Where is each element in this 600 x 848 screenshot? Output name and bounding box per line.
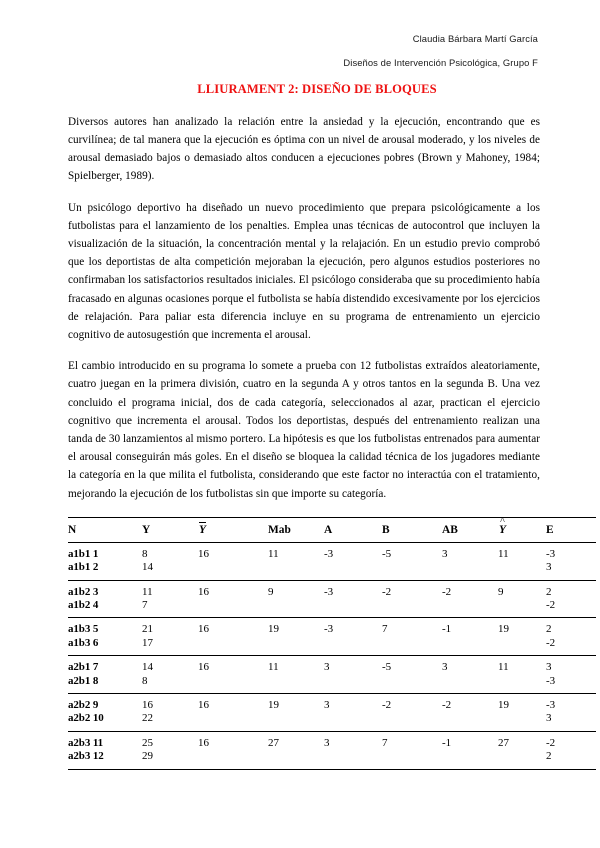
table-cell-ab	[442, 656, 498, 694]
table-cell-ab	[442, 618, 498, 656]
cell-line: 14	[142, 661, 153, 674]
table-cell-y	[142, 731, 198, 769]
cell-line: 19	[498, 699, 509, 712]
cell-line: -3	[324, 547, 334, 560]
cell-line: 11	[268, 661, 279, 674]
table-cell-mab	[268, 694, 324, 732]
cell-line: a1b2 3	[68, 585, 99, 598]
cell-line: 27	[498, 736, 509, 749]
cell-line: -2	[382, 699, 392, 712]
table-column-header-ybar	[198, 517, 268, 542]
course-name: Diseños de Intervención Psicológica, Grupo F	[343, 56, 538, 68]
accent-base-letter: Y	[199, 523, 206, 536]
cell-line: -3	[324, 623, 334, 636]
circumflex-mark: ^	[500, 515, 505, 527]
table-cell-e	[546, 731, 596, 769]
table-cell-mab	[268, 542, 324, 580]
table-cell-e	[546, 580, 596, 618]
table-cell-a	[324, 694, 382, 732]
cell-line: a1b3 5	[68, 623, 99, 636]
table-cell-e	[546, 656, 596, 694]
cell-line: a2b3 11	[68, 736, 104, 749]
results-table	[68, 517, 596, 770]
cell-line: 17	[142, 636, 153, 649]
cell-line: 3	[442, 547, 448, 560]
cell-line: 8	[142, 547, 148, 560]
table-cell-ybar	[198, 542, 268, 580]
table-cell-yhat	[498, 542, 546, 580]
cell-line: -2	[546, 599, 556, 612]
table-header-row	[68, 517, 596, 542]
table-cell-mab	[268, 580, 324, 618]
table-cell-ybar	[198, 731, 268, 769]
table-row	[68, 542, 596, 580]
table-cell-y	[142, 694, 198, 732]
cell-line: 7	[142, 599, 148, 612]
cell-line: 2	[546, 585, 552, 598]
table-cell-a	[324, 542, 382, 580]
table-cell-b	[382, 618, 442, 656]
cell-line: 21	[142, 623, 153, 636]
cell-line: 9	[498, 585, 504, 598]
cell-line: 11	[498, 547, 509, 560]
table-row	[68, 694, 596, 732]
cell-line: 27	[268, 736, 279, 749]
cell-line: 16	[198, 736, 209, 749]
table-column-header-yhat	[498, 517, 546, 542]
cell-line: a1b3 6	[68, 636, 99, 649]
table-column-header-mab: Mab	[268, 517, 324, 542]
paragraph-3: El cambio introducido en su programa lo somete a prueba con 12 futbolistas extraídos aleatoriamente, cuatro juegan en la primera división, cuatro en la segunda A y otros tantos en la segunda B. Una vez concluido el programa inicial, dos de cada categoría, seleccionados al azar, practican el ejercicio cognitivo que incrementa el arousal. Todos los deportistas, después del entrenamiento realizan una tanda de 30 lanzamientos al mismo portero. La hipótesis es que los futbolistas entrenados para aumentar el arousal conseguirán más goles. En el diseño se bloquea la calidad técnica de los jugadores mediante la categoría en la que milita el futbolista, considerando que este factor no interactúa con el tratamiento, mejorando la ejecución de los futbolistas sin que importe su categoría.	[68, 360, 540, 500]
cell-line: 2	[546, 750, 552, 763]
table-row	[68, 580, 596, 618]
cell-line: 16	[198, 585, 209, 598]
cell-line: -1	[442, 736, 452, 749]
table-cell-n	[68, 694, 142, 732]
cell-line: a2b1 8	[68, 674, 99, 687]
cell-line: -3	[546, 699, 556, 712]
table-row	[68, 618, 596, 656]
body-copy	[68, 113, 540, 503]
table-head	[68, 517, 596, 542]
table-cell-n	[68, 731, 142, 769]
cell-line: a2b3 12	[68, 750, 104, 763]
document-header	[68, 34, 540, 68]
cell-line: 14	[142, 561, 153, 574]
table-cell-yhat	[498, 618, 546, 656]
cell-line: 29	[142, 750, 153, 763]
accent-base-letter: Y	[499, 523, 506, 536]
cell-line: 22	[142, 712, 153, 725]
table-cell-ab	[442, 731, 498, 769]
cell-line: 19	[498, 623, 509, 636]
table-body	[68, 542, 596, 769]
overbar-mark	[199, 522, 206, 523]
table-cell-yhat	[498, 580, 546, 618]
table-column-header-y: Y	[142, 517, 198, 542]
cell-line: 16	[198, 623, 209, 636]
table-row	[68, 731, 596, 769]
table-cell-mab	[268, 656, 324, 694]
page-title: LLIURAMENT 2: DISEÑO DE BLOQUES	[197, 81, 437, 96]
table-cell-n	[68, 580, 142, 618]
table-cell-a	[324, 618, 382, 656]
table-cell-e	[546, 542, 596, 580]
table-cell-n	[68, 542, 142, 580]
cell-line: 3	[546, 661, 552, 674]
cell-line: 16	[198, 699, 209, 712]
cell-line: a1b1 2	[68, 561, 99, 574]
paragraph-1: Diversos autores han analizado la relación entre la ansiedad y la ejecución, encontrando que es curvilínea; de tal manera que la ejecución es óptima con un nivel de arousal moderado, y los niveles de arousal demasiado bajos o demasiado altos conducen a ejecuciones pobres (Brown y Mahoney, 1984; Spielberger, 1989).	[68, 115, 540, 183]
data-table-container	[68, 515, 556, 770]
table-cell-yhat	[498, 694, 546, 732]
y-hat-symbol	[498, 515, 507, 536]
table-cell-b	[382, 731, 442, 769]
table-cell-b	[382, 542, 442, 580]
table-column-header-b: B	[382, 517, 442, 542]
table-cell-mab	[268, 618, 324, 656]
y-bar-symbol	[198, 522, 207, 536]
cell-line: 19	[268, 699, 279, 712]
table-column-header-n: N	[68, 517, 142, 542]
table-cell-e	[546, 694, 596, 732]
table-cell-ybar	[198, 580, 268, 618]
table-cell-ybar	[198, 694, 268, 732]
table-cell-a	[324, 731, 382, 769]
cell-line: -2	[546, 736, 556, 749]
cell-line: -1	[442, 623, 452, 636]
cell-line: 11	[498, 661, 509, 674]
table-cell-y	[142, 542, 198, 580]
cell-line: a1b2 4	[68, 599, 99, 612]
cell-line: -3	[546, 674, 556, 687]
cell-line: 16	[142, 699, 153, 712]
table-cell-ybar	[198, 618, 268, 656]
cell-line: 2	[546, 623, 552, 636]
cell-line: 3	[324, 736, 330, 749]
cell-line: 3	[324, 699, 330, 712]
table-cell-ab	[442, 694, 498, 732]
cell-line: a2b2 10	[68, 712, 104, 725]
author-name: Claudia Bárbara Martí García	[412, 33, 538, 44]
cell-line: 7	[382, 623, 388, 636]
table-cell-yhat	[498, 656, 546, 694]
table-cell-e	[546, 618, 596, 656]
table-cell-yhat	[498, 731, 546, 769]
cell-line: -5	[382, 661, 392, 674]
table-cell-y	[142, 580, 198, 618]
table-column-header-ab: AB	[442, 517, 498, 542]
cell-line: 11	[142, 585, 153, 598]
cell-line: a2b2 9	[68, 699, 99, 712]
cell-line: -2	[546, 636, 556, 649]
cell-line: 16	[198, 661, 209, 674]
cell-line: -2	[442, 585, 452, 598]
table-column-header-e: E	[546, 517, 596, 542]
cell-line: 8	[142, 674, 148, 687]
cell-line: -3	[324, 585, 334, 598]
table-cell-n	[68, 656, 142, 694]
table-cell-b	[382, 656, 442, 694]
paragraph-2: Un psicólogo deportivo ha diseñado un nuevo procedimiento que prepara psicológicamente a los futbolistas para el lanzamiento de los penalties. Emplea unas técnicas de autocontrol que incluyen la visualización de la situación, la concentración mental y la relajación. En un estudio previo comprobó que los deportistas de alta competición mejoraban la ejecución, pero algunos estudios posteriores no confirmaban los satisfactorios resultados iniciales. El psicólogo consideraba que su procedimiento había fracasado en algunas ocasiones porque el futbolista se había distendido excesivamente por los ejercicios de relajación. Para paliar esta diferencia incluye en su programa de entrenamiento un ejercicio cognitivo de autosugestión que incrementa el arousal.	[68, 201, 540, 341]
cell-line: 3	[546, 561, 552, 574]
table-cell-mab	[268, 731, 324, 769]
cell-line: -2	[442, 699, 452, 712]
cell-line: a2b1 7	[68, 661, 99, 674]
cell-line: -2	[382, 585, 392, 598]
table-cell-ab	[442, 580, 498, 618]
cell-line: 19	[268, 623, 279, 636]
table-cell-b	[382, 580, 442, 618]
cell-line: 3	[324, 661, 330, 674]
cell-line: -5	[382, 547, 392, 560]
table-cell-b	[382, 694, 442, 732]
table-cell-a	[324, 656, 382, 694]
table-row	[68, 656, 596, 694]
cell-line: 3	[546, 712, 552, 725]
table-cell-n	[68, 618, 142, 656]
table-cell-y	[142, 656, 198, 694]
table-cell-ab	[442, 542, 498, 580]
cell-line: 11	[268, 547, 279, 560]
table-cell-ybar	[198, 656, 268, 694]
table-cell-y	[142, 618, 198, 656]
table-column-header-a: A	[324, 517, 382, 542]
cell-line: -3	[546, 547, 556, 560]
cell-line: 9	[268, 585, 274, 598]
cell-line: 16	[198, 547, 209, 560]
table-cell-a	[324, 580, 382, 618]
cell-line: 3	[442, 661, 448, 674]
cell-line: 25	[142, 736, 153, 749]
cell-line: a1b1 1	[68, 547, 99, 560]
cell-line: 7	[382, 736, 388, 749]
